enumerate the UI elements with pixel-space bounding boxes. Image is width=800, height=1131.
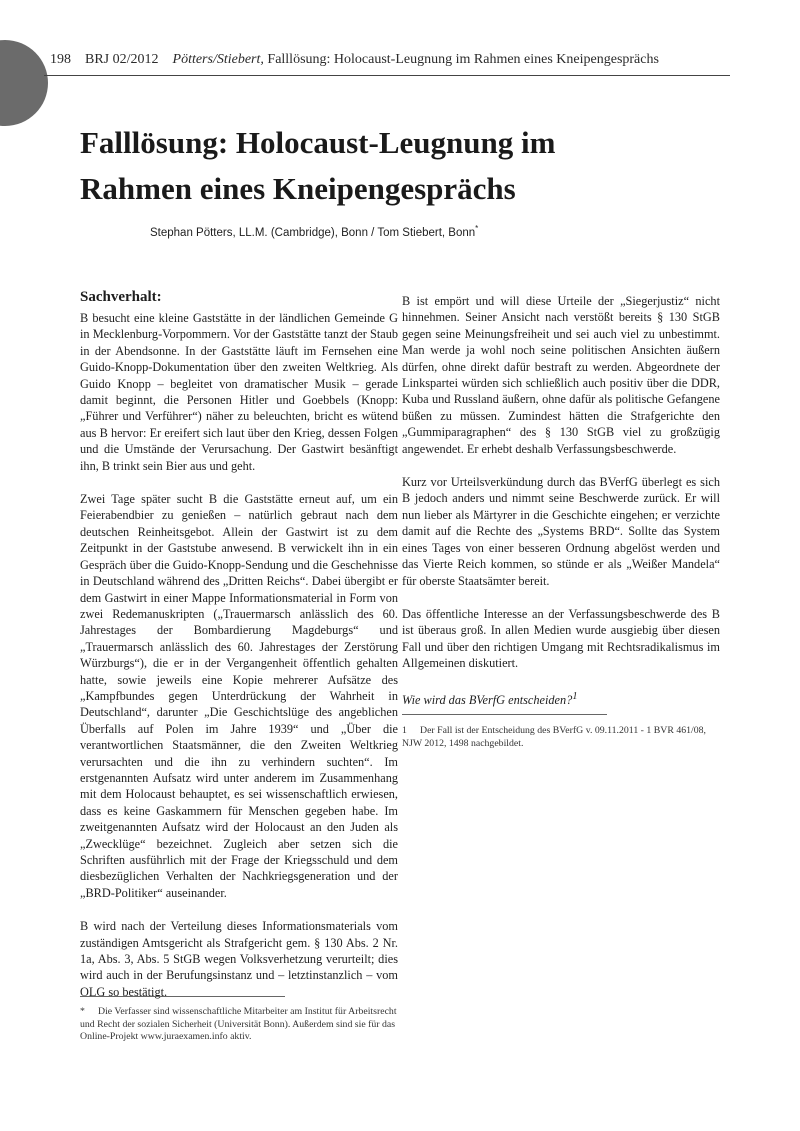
- page-number: 198: [50, 52, 71, 67]
- footnote-star-mark: *: [80, 1006, 85, 1017]
- author-names: Stephan Pötters, LL.M. (Cambridge), Bonn / Tom Stiebert, Bonn: [150, 226, 476, 239]
- journal-issue: BRJ 02/2012: [85, 52, 159, 67]
- footnote-1: [402, 725, 720, 750]
- footnote-1-text: Der Fall ist der Entscheidung des BVerfG v. 09.11.2011 - 1 BVR 461/08, NJW 2012, 1498 nachgebildet.: [402, 725, 706, 749]
- footnote-rule-left: [80, 996, 285, 997]
- article-title: [80, 120, 720, 212]
- running-title: Falllösung: Holocaust-Leugnung im Rahmen eines Kneipengesprächs: [267, 52, 659, 67]
- title-line-2: Rahmen eines Kneipengesprächs: [80, 171, 516, 206]
- running-header: [50, 52, 730, 68]
- question-footnote-mark: 1: [572, 690, 578, 702]
- question-text: Wie wird das BVerfG entscheiden?: [402, 692, 573, 707]
- running-authors: Pötters/Stiebert,: [172, 52, 264, 67]
- title-line-1: Falllösung: Holocaust-Leugnung im: [80, 125, 556, 160]
- footnote-star: [80, 1006, 398, 1044]
- footnote-star-text: Die Verfasser sind wissenschaftliche Mitarbeiter am Institut für Arbeitsrecht und Recht der sozialen Sicherheit (Universität Bonn). Außerdem sind sie für das Online-Projekt www.juraexamen.info aktiv.: [80, 1006, 397, 1043]
- paragraph-2: Zwei Tage später sucht B die Gaststätte erneut auf, um ein Feierabendbier zu genießen – natürlich gebraut nach dem deutschen Reinheitsgebot. Allein der Gastwirt ist zu dem Zeitpunkt in der Gaststube anwesend. B verwickelt ihn in ein Gespräch über die Guido-Knopp-Sendung und die Geschehnisse in Deutschland während des „Dritten Reichs“. Dabei übergibt er dem Gastwirt in einer Mappe Informationsmaterial in Form von zwei Redemanuskripten („Trauermarsch anlässlich des 60. Jahrestages der Bombardierung Magdeburgs“ und „Trauermarsch anlässlich des 60. Jahrestages der Zerstörung Würzburgs“), die er in der Vergangenheit öffentlich gehalten hatte, sowie jeweils eine Kopie mehrerer Aufsätze des „Kampfbundes gegen Unterdrückung der Wahrheit in Deutschland“, darunter „Die Geschichtslüge des angeblichen Überfalls auf Polen im Jahre 1939“ und „Über die verantwortlichen Staatsmänner, die den Zweiten Weltkrieg verursachten und die ihn zu verhindern suchten“. Im erstgenannten Aufsatz wird unter anderem im Zusammenhang mit dem Holocaust behauptet, es sei wissenschaftlich erwiesen, dass es keine Gaskammern für Menschen gegeben habe. Im zweitgenannten Aufsatz wird der Holocaust an den Juden als „Zwecklüge“ bezeichnet. Zugleich aber setzen sich die Schriften ausführlich mit der Frage der Kriegsschuld und dem diesbezüglichen Verhalten der Nachkriegsgeneration und der „BRD-Politiker“ auseinander.: [80, 492, 398, 900]
- paragraph-6: Das öffentliche Interesse an der Verfassungsbeschwerde des B ist überaus groß. In allen Medien wurde ausgiebig über diesen Fall und über den richtigen Umgang mit Rechtsradikalismus im Allgemeinen diskutiert.: [402, 606, 720, 671]
- paragraph-4: B ist empört und will diese Urteile der „Siegerjustiz“ nicht hinnehmen. Seiner Ansicht nach verstößt bereits § 130 StGB gegen seine Meinungsfreiheit und sei auch viel zu unbestimmt. Man werde ja wohl noch seine politischen Ansichten äußern dürfen, ohne direkt dafür bestraft zu werden. Abgeordnete der Linkspartei würden sich schließlich auch positiv über die DDR, Kuba und Russland äußern, ohne dafür als politische Gefangene büßen zu müssen. Zumindest hätten die Strafgerichte den „Gummiparagraphen“ des § 130 StGB viel zu großzügig angewendet. Er erhebt deshalb Verfassungsbeschwerde.: [402, 294, 720, 456]
- paragraph-3: B wird nach der Verteilung dieses Informationsmaterials vom zuständigen Amtsgericht als Strafgericht gem. § 130 Abs. 2 Nr. 1a, Abs. 3, Abs. 5 StGB wegen Volksverhetzung verurteilt; dies wird auch in der Berufungsinstanz und – letztinstanzlich – vom OLG so bestätigt.: [80, 919, 398, 999]
- author-footnote-mark: *: [475, 224, 479, 233]
- right-column: [402, 293, 720, 725]
- footnote-rule-right: [402, 714, 607, 715]
- paragraph-1: B besucht eine kleine Gaststätte in der ländlichen Gemeinde G in Mecklenburg-Vorpommern. Vor der Gaststätte tanzt der Staub in der Abendsonne. In der Gaststätte läuft im Fernsehen eine Guido-Knopp-Dokumentation über den zweiten Weltkrieg. Als Guido Knopp – begleitet von dramatischer Musik – gerade damit beginnt, die Personen Hitler und Goebbels (Knopp: „Führer und Verführer“) näher zu beleuchten, bricht es wütend aus B hervor: Er ereifert sich laut über den Krieg, dessen Folgen und die Umstände der Verursachung. Der Gastwirt besänftigt ihn, B trinkt sein Bier aus und geht.: [80, 311, 398, 473]
- author-line: [150, 224, 670, 239]
- footnote-1-mark: 1: [402, 725, 407, 736]
- paragraph-5: Kurz vor Urteilsverkündung durch das BVerfG überlegt es sich B jedoch anders und nimmt seine Beschwerde zurück. Er will nun lieber als Märtyrer in die Geschichte eingehen; er verzichte damit auf die Rechte des „Systems BRD“. Sollte das System eines Tages von einer besseren Ordnung abgelöst werden und das Vierte Reich kommen, so stünde er als „Weißer Mandela“ für oberste Staatsämter bereit.: [402, 475, 720, 588]
- page-tab-marker: [0, 40, 48, 126]
- section-heading: Sachverhalt:: [80, 289, 162, 305]
- left-column: [80, 288, 398, 1017]
- header-rule: [44, 75, 730, 76]
- case-question: [402, 689, 720, 709]
